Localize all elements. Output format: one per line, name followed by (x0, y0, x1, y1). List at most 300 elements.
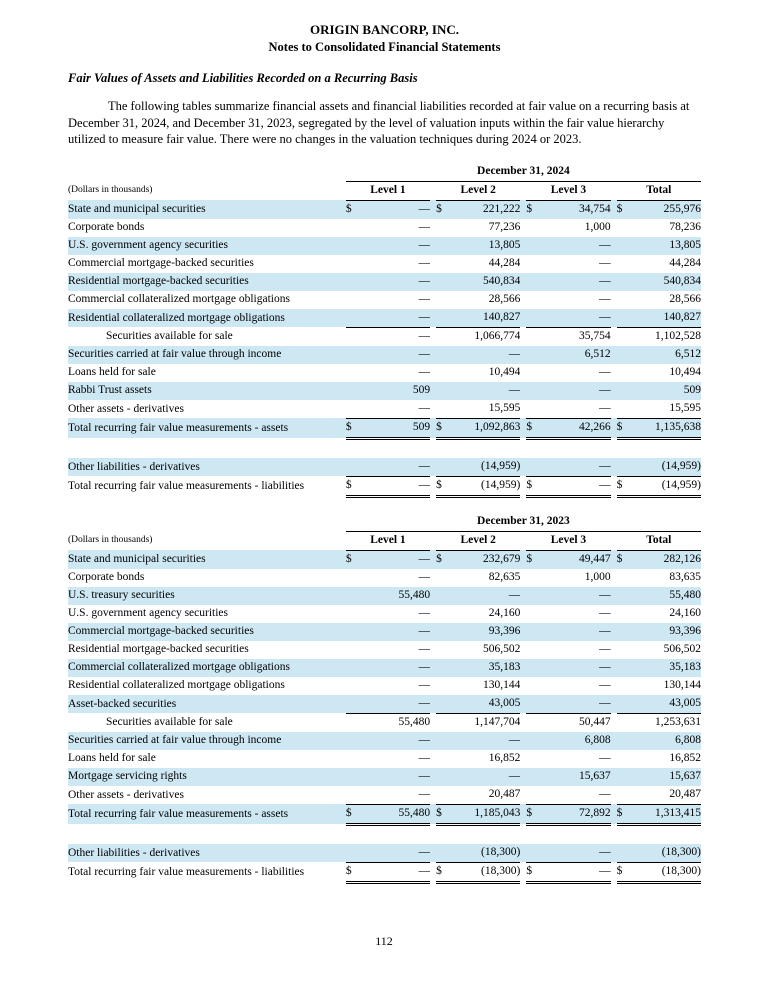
column-header: Level 1 (346, 181, 430, 200)
column-header: Level 2 (436, 531, 520, 550)
cell-value: — (418, 607, 431, 620)
currency-symbol (526, 364, 540, 382)
currency-symbol (346, 713, 360, 732)
table-row (68, 458, 701, 477)
currency-symbol (436, 786, 450, 805)
cell-value: — (418, 257, 431, 270)
row-label: Corporate bonds (68, 221, 145, 234)
currency-symbol: $ (617, 862, 631, 882)
table-row (68, 346, 701, 364)
currency-symbol (346, 219, 360, 237)
currency-symbol (617, 327, 631, 346)
cell-value: 93,396 (450, 623, 520, 641)
row-label: Securities carried at fair value through income (68, 346, 346, 364)
currency-symbol: $ (346, 862, 360, 882)
cell-value: 20,487 (450, 786, 520, 805)
table-period-header: December 31, 2024 (346, 163, 701, 182)
currency-symbol (346, 458, 360, 477)
row-label: Other liabilities - derivatives (68, 458, 346, 477)
cell-value: 78,236 (669, 221, 701, 234)
cell-value: 232,679 (450, 550, 520, 569)
currency-symbol (346, 768, 360, 786)
column-header: Level 1 (346, 531, 430, 550)
currency-symbol (617, 659, 631, 677)
currency-symbol (526, 844, 540, 863)
row-label: State and municipal securities (68, 550, 346, 569)
cell-value: — (450, 346, 520, 364)
currency-symbol: $ (617, 804, 631, 824)
currency-symbol (436, 346, 450, 364)
cell-value: — (540, 786, 610, 805)
column-header: Total (617, 181, 701, 200)
table-row (68, 550, 701, 569)
currency-symbol (526, 695, 540, 714)
table-row (68, 804, 701, 824)
row-label: Asset-backed securities (68, 695, 346, 714)
cell-value: 35,183 (450, 659, 520, 677)
cell-value: 13,805 (631, 237, 701, 255)
currency-symbol (617, 695, 631, 714)
table-row (68, 400, 701, 419)
currency-symbol (346, 732, 360, 750)
currency-symbol (617, 291, 631, 309)
cell-value: — (540, 844, 610, 863)
table-row (68, 291, 701, 309)
cell-value: — (540, 382, 610, 400)
currency-symbol (346, 786, 360, 805)
units-label: (Dollars in thousands) (68, 185, 153, 196)
table-row (68, 200, 701, 219)
currency-symbol: $ (617, 418, 631, 438)
cell-value: 24,160 (669, 607, 701, 620)
cell-value: — (599, 643, 611, 656)
currency-symbol (617, 750, 631, 768)
cell-value: 16,852 (488, 752, 521, 765)
table-row (68, 327, 701, 346)
cell-value: 1,092,863 (450, 418, 520, 438)
cell-value: (18,300) (631, 862, 701, 882)
cell-value: 255,976 (631, 200, 701, 219)
currency-symbol (617, 273, 631, 291)
currency-symbol (436, 237, 450, 255)
currency-symbol (617, 237, 631, 255)
row-label: U.S. treasury securities (68, 587, 346, 605)
row-label: Residential mortgage-backed securities (68, 643, 249, 656)
cell-value: — (360, 309, 430, 328)
cell-value: 15,595 (450, 400, 520, 419)
table-period-header: December 31, 2023 (346, 513, 701, 532)
currency-symbol (526, 458, 540, 477)
cell-value: — (360, 844, 430, 863)
currency-symbol: $ (346, 200, 360, 219)
cell-value: 43,005 (631, 695, 701, 714)
intro-paragraph: The following tables summarize financial assets and financial liabilities recorded at fair value on a recurring basis at December 31, 2024, and December 31, 2023, segregated by the level of valuation inputs within the fair value hierarchy utilized to measure fair value. There were no changes in the valuation techniques during 2024 or 2023. (68, 99, 690, 147)
currency-symbol (617, 677, 631, 695)
cell-value: 93,396 (631, 623, 701, 641)
cell-value: 55,480 (360, 804, 430, 824)
row-label: Commercial mortgage-backed securities (68, 257, 254, 270)
currency-symbol (436, 587, 450, 605)
cell-value: 1,185,043 (450, 804, 520, 824)
table-row (68, 750, 701, 768)
table-row (68, 844, 701, 863)
cell-value: 15,595 (631, 400, 701, 419)
row-label: Total recurring fair value measurements - assets (68, 418, 346, 438)
column-header: Level 3 (526, 531, 610, 550)
currency-symbol: $ (526, 200, 540, 219)
cell-value: — (599, 679, 611, 692)
cell-value: — (418, 293, 431, 306)
currency-symbol (346, 641, 360, 659)
column-header: Level 3 (526, 181, 610, 200)
table-row (68, 569, 701, 587)
cell-value: — (360, 200, 430, 219)
currency-symbol (436, 641, 450, 659)
cell-value: 82,635 (488, 571, 521, 584)
cell-value: 130,144 (663, 679, 701, 692)
currency-symbol (526, 732, 540, 750)
row-label: Rabbi Trust assets (68, 382, 346, 400)
cell-value: 6,808 (540, 732, 610, 750)
currency-symbol: $ (617, 476, 631, 496)
cell-value: 28,566 (488, 293, 521, 306)
cell-value: — (418, 330, 431, 343)
cell-value: 83,635 (669, 571, 701, 584)
cell-value: 55,480 (360, 587, 430, 605)
cell-value: (14,959) (631, 476, 701, 496)
currency-symbol (436, 695, 450, 714)
cell-value: 509 (360, 418, 430, 438)
table-row (68, 587, 701, 605)
cell-value: 1,313,415 (631, 804, 701, 824)
currency-symbol (617, 768, 631, 786)
currency-symbol (617, 309, 631, 328)
cell-value: — (360, 695, 430, 714)
table-row (68, 309, 701, 328)
currency-symbol (617, 458, 631, 477)
currency-symbol (526, 713, 540, 732)
financial-table (68, 513, 701, 884)
currency-symbol (617, 364, 631, 382)
currency-symbol (436, 309, 450, 328)
currency-symbol (526, 659, 540, 677)
table-row (68, 713, 701, 732)
cell-value: — (540, 400, 610, 419)
cell-value: 44,284 (488, 257, 521, 270)
cell-value: — (418, 571, 431, 584)
cell-value: 24,160 (488, 607, 521, 620)
row-label: Total recurring fair value measurements - assets (68, 804, 346, 824)
currency-symbol (526, 677, 540, 695)
cell-value: — (540, 476, 610, 496)
cell-value: — (418, 752, 431, 765)
document-title: Notes to Consolidated Financial Statements (268, 39, 501, 54)
cell-value: 1,102,528 (655, 330, 701, 343)
currency-symbol (617, 786, 631, 805)
currency-symbol (617, 623, 631, 641)
currency-symbol (346, 346, 360, 364)
currency-symbol (526, 346, 540, 364)
currency-symbol: $ (617, 550, 631, 569)
units-label: (Dollars in thousands) (68, 535, 153, 546)
document-header (68, 22, 701, 55)
cell-value: (18,300) (450, 862, 520, 882)
cell-value: 1,253,631 (655, 716, 701, 729)
currency-symbol: $ (526, 476, 540, 496)
currency-symbol (436, 750, 450, 768)
row-label: Commercial collateralized mortgage obligations (68, 659, 346, 677)
currency-symbol (526, 605, 540, 623)
currency-symbol: $ (436, 418, 450, 438)
cell-value: 221,222 (450, 200, 520, 219)
currency-symbol (526, 255, 540, 273)
currency-symbol (526, 237, 540, 255)
table-row (68, 768, 701, 786)
cell-value: (18,300) (631, 844, 701, 863)
cell-value: 6,512 (631, 346, 701, 364)
column-header-row (68, 181, 701, 200)
table-row (68, 695, 701, 714)
cell-value: — (360, 786, 430, 805)
currency-symbol (346, 695, 360, 714)
currency-symbol (346, 255, 360, 273)
currency-symbol (346, 400, 360, 419)
corner-cell (68, 163, 346, 182)
currency-symbol: $ (346, 550, 360, 569)
table-row (68, 237, 701, 255)
row-label: Securities carried at fair value through income (68, 732, 346, 750)
currency-symbol: $ (526, 550, 540, 569)
cell-value: — (540, 458, 610, 477)
currency-symbol (526, 327, 540, 346)
cell-value: — (599, 607, 611, 620)
currency-symbol (526, 587, 540, 605)
currency-symbol (346, 587, 360, 605)
cell-value: 509 (360, 382, 430, 400)
currency-symbol (346, 677, 360, 695)
currency-symbol (346, 237, 360, 255)
currency-symbol: $ (346, 804, 360, 824)
currency-symbol (436, 569, 450, 587)
table-row (68, 605, 701, 623)
currency-symbol (346, 844, 360, 863)
currency-symbol (617, 641, 631, 659)
currency-symbol (436, 732, 450, 750)
currency-symbol (617, 732, 631, 750)
cell-value: — (599, 366, 611, 379)
currency-symbol (526, 309, 540, 328)
cell-value: 1,147,704 (474, 716, 521, 729)
cell-value: 1,135,638 (631, 418, 701, 438)
currency-symbol (346, 659, 360, 677)
cell-value: 13,805 (450, 237, 520, 255)
currency-symbol (526, 786, 540, 805)
currency-symbol (526, 569, 540, 587)
cell-value: — (540, 623, 610, 641)
period-header-row (68, 513, 701, 532)
currency-symbol (526, 219, 540, 237)
cell-value: — (540, 659, 610, 677)
cell-value: (18,300) (450, 844, 520, 863)
row-label: Residential mortgage-backed securities (68, 273, 346, 291)
cell-value: 77,236 (488, 221, 521, 234)
cell-value: 10,494 (488, 366, 521, 379)
cell-value: 1,066,774 (474, 330, 521, 343)
currency-symbol (526, 382, 540, 400)
cell-value: — (360, 732, 430, 750)
currency-symbol (346, 291, 360, 309)
table-row (68, 255, 701, 273)
currency-symbol: $ (526, 418, 540, 438)
cell-value: 140,827 (450, 309, 520, 328)
currency-symbol: $ (526, 862, 540, 882)
currency-symbol (436, 291, 450, 309)
section-heading: Fair Values of Assets and Liabilities Recorded on a Recurring Basis (68, 71, 418, 86)
currency-symbol (617, 400, 631, 419)
spacer-cell (68, 824, 701, 844)
currency-symbol (617, 569, 631, 587)
cell-value: 35,183 (631, 659, 701, 677)
table-row (68, 641, 701, 659)
currency-symbol (526, 623, 540, 641)
table-row (68, 273, 701, 291)
currency-symbol (526, 750, 540, 768)
cell-value: — (450, 587, 520, 605)
cell-value: 43,005 (450, 695, 520, 714)
currency-symbol: $ (617, 200, 631, 219)
column-header: Total (617, 531, 701, 550)
row-label: Other assets - derivatives (68, 788, 184, 801)
currency-symbol (346, 309, 360, 328)
row-label: Securities available for sale (106, 330, 233, 343)
cell-value: (14,959) (631, 458, 701, 477)
cell-value: 50,447 (578, 716, 611, 729)
currency-symbol: $ (436, 804, 450, 824)
cell-value: 55,480 (631, 587, 701, 605)
period-header-row (68, 163, 701, 182)
corner-cell (68, 513, 346, 532)
currency-symbol (526, 768, 540, 786)
cell-value: — (540, 309, 610, 328)
cell-value: 34,754 (540, 200, 610, 219)
cell-value: 1,000 (584, 571, 611, 584)
cell-value: — (450, 382, 520, 400)
cell-value: 130,144 (482, 679, 521, 692)
row-label: State and municipal securities (68, 200, 346, 219)
currency-symbol: $ (436, 550, 450, 569)
table-row (68, 677, 701, 695)
cell-value: 1,000 (584, 221, 611, 234)
cell-value: — (360, 862, 430, 882)
table-row (68, 862, 701, 882)
currency-symbol (436, 273, 450, 291)
currency-symbol (346, 327, 360, 346)
currency-symbol: $ (346, 476, 360, 496)
cell-value: 282,126 (631, 550, 701, 569)
table-row (68, 732, 701, 750)
row-label: Mortgage servicing rights (68, 768, 346, 786)
cell-value: — (599, 257, 611, 270)
table-row (68, 659, 701, 677)
cell-value: — (450, 732, 520, 750)
row-label: Other assets - derivatives (68, 402, 184, 415)
row-label: Total recurring fair value measurements - liabilities (68, 865, 305, 878)
cell-value: — (540, 273, 610, 291)
cell-value: — (599, 293, 611, 306)
currency-symbol (617, 587, 631, 605)
currency-symbol: $ (346, 418, 360, 438)
cell-value: 540,834 (450, 273, 520, 291)
financial-table (68, 163, 701, 498)
currency-symbol (346, 750, 360, 768)
spacer-cell (68, 438, 701, 458)
row-label: Loans held for sale (68, 752, 156, 765)
cell-value: — (360, 623, 430, 641)
cell-value: 28,566 (669, 293, 701, 306)
row-label: Commercial collateralized mortgage obligations (68, 293, 290, 306)
currency-symbol (346, 605, 360, 623)
table-row (68, 364, 701, 382)
currency-symbol (436, 659, 450, 677)
currency-symbol (436, 255, 450, 273)
currency-symbol (526, 641, 540, 659)
column-header-row (68, 531, 701, 550)
table-row (68, 786, 701, 805)
cell-value: 506,502 (482, 643, 521, 656)
cell-value: — (418, 366, 431, 379)
row-label: Other liabilities - derivatives (68, 844, 346, 863)
cell-value: — (360, 458, 430, 477)
cell-value: — (360, 550, 430, 569)
cell-value: 10,494 (669, 366, 701, 379)
currency-symbol (436, 382, 450, 400)
currency-symbol (617, 382, 631, 400)
table-row (68, 219, 701, 237)
row-label: Loans held for sale (68, 366, 156, 379)
cell-value: — (360, 659, 430, 677)
table-row (68, 382, 701, 400)
cell-value: 6,512 (540, 346, 610, 364)
currency-symbol (617, 255, 631, 273)
cell-value: 49,447 (540, 550, 610, 569)
cell-value: 72,892 (540, 804, 610, 824)
cell-value: — (450, 768, 520, 786)
currency-symbol (346, 382, 360, 400)
cell-value: 55,480 (398, 716, 431, 729)
table-row (68, 623, 701, 641)
cell-value: 44,284 (669, 257, 701, 270)
currency-symbol (346, 364, 360, 382)
cell-value: 16,852 (669, 752, 701, 765)
spacer-row (68, 824, 701, 844)
currency-symbol (346, 273, 360, 291)
cell-value: — (418, 221, 431, 234)
cell-value: (14,959) (450, 458, 520, 477)
page-number: 112 (375, 934, 393, 948)
company-name: ORIGIN BANCORP, INC. (309, 22, 460, 37)
row-label: Corporate bonds (68, 571, 145, 584)
cell-value: (14,959) (450, 476, 520, 496)
currency-symbol (436, 400, 450, 419)
fair-value-table-2023 (68, 513, 701, 884)
cell-value: — (599, 752, 611, 765)
row-label: Total recurring fair value measurements - liabilities (68, 479, 305, 492)
currency-symbol (526, 273, 540, 291)
cell-value: 35,754 (578, 330, 611, 343)
cell-value: — (360, 346, 430, 364)
currency-symbol (436, 713, 450, 732)
currency-symbol (436, 458, 450, 477)
